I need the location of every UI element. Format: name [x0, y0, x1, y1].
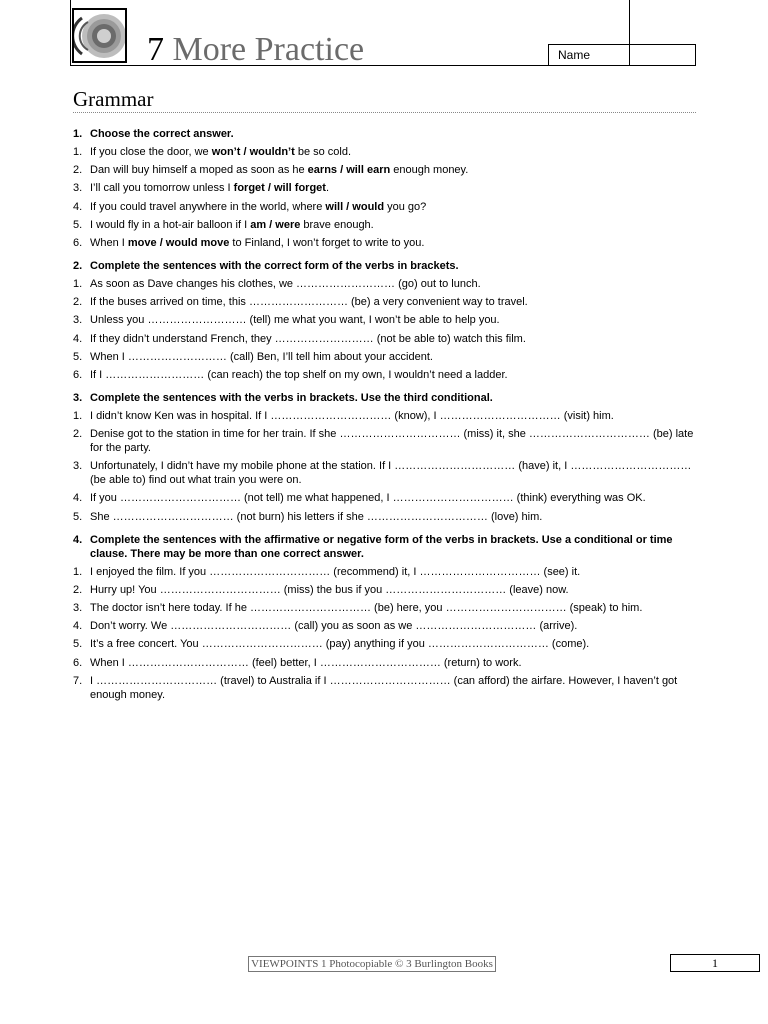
exercise-item: [73, 583, 696, 597]
answer-choice[interactable]: move / would move: [127, 236, 230, 249]
item-number: 2.: [73, 296, 83, 309]
item-text: Hurry up! You …………………………… (miss) the bus if you …………………………… (leave) now.: [90, 583, 569, 596]
item-text: If you could travel anywhere in the world, where will / would you go?: [90, 200, 427, 213]
item-text: The doctor isn’t here today. If he …………………………… (be) here, you …………………………… (speak) to him.: [90, 602, 643, 614]
item-number: 6.: [73, 368, 83, 381]
exercise-item: [73, 332, 696, 346]
item-number: 6.: [73, 656, 83, 669]
item-number: 4.: [73, 492, 83, 505]
item-text: I would fly in a hot-air balloon if I am / were brave enough.: [90, 218, 374, 231]
item-text: She …………………………… (not burn) his letters if she …………………………… (love) him.: [90, 510, 543, 523]
item-number: 3.: [73, 314, 83, 327]
item-number: 4.: [73, 200, 83, 213]
item-text: Unless you ……………………… (tell) me what you want, I won’t be able to help you.: [90, 314, 500, 327]
unit-number: 7: [147, 31, 164, 68]
item-text: I didn’t know Ken was in hospital. If I …………………………… (know), I …………………………… (visit) him.: [90, 409, 614, 422]
exercise-item: [73, 218, 696, 232]
exercise-instruction: [73, 127, 696, 141]
section-divider: [73, 112, 696, 113]
item-text: Don’t worry. We …………………………… (call) you as soon as we …………………………… (arrive).: [90, 620, 578, 633]
item-text: Unfortunately, I didn’t have my mobile phone at the station. If I …………………………… (have) it, I …………………………… (be able to) find out what train you were on.: [90, 460, 695, 487]
exercise-1: [73, 127, 696, 250]
item-number: 3.: [73, 460, 83, 473]
exercise-4: [73, 533, 696, 702]
exercise-item: [73, 619, 696, 633]
item-number: 4.: [73, 332, 83, 345]
instruction-text: Complete the sentences with the correct form of the verbs in brackets.: [90, 259, 459, 272]
name-label: Name: [558, 48, 591, 62]
item-number: 2.: [73, 428, 83, 441]
item-number: 5.: [73, 218, 83, 231]
answer-choice[interactable]: will / would: [325, 200, 385, 213]
page-title: [147, 30, 364, 70]
exercise-instruction: [73, 391, 696, 405]
item-text: Dan will buy himself a moped as soon as he earns / will earn enough money.: [90, 164, 469, 177]
answer-choice[interactable]: won’t / wouldn’t: [211, 146, 295, 158]
unit-title-text: More Practice: [172, 31, 365, 68]
item-number: 2.: [73, 164, 83, 177]
exercise-item: [73, 601, 696, 615]
exercise-number: 2.: [73, 259, 83, 272]
exercise-list: [73, 127, 696, 711]
item-number: 3.: [73, 182, 83, 195]
exercise-item: [73, 350, 696, 364]
item-text: I …………………………… (travel) to Australia if I …………………………… (can afford) the airfare. However, I haven’t got enough money.: [90, 674, 681, 701]
exercise-instruction: [73, 533, 696, 561]
exercise-item: [73, 427, 696, 455]
exercise-item: [73, 510, 696, 524]
name-field[interactable]: [548, 44, 696, 66]
exercise-item: [73, 656, 696, 670]
item-number: 5.: [73, 350, 83, 363]
exercise-item: [73, 295, 696, 309]
page-number: 1: [670, 954, 760, 972]
exercise-item: [73, 200, 696, 214]
item-text: When I move / would move to Finland, I won’t forget to write to you.: [90, 236, 425, 249]
exercise-number: 4.: [73, 533, 83, 546]
item-text: I enjoyed the film. If you …………………………… (recommend) it, I …………………………… (see) it.: [90, 565, 581, 578]
camera-lens-logo-icon: [72, 8, 127, 63]
item-text: As soon as Dave changes his clothes, we ……………………… (go) out to lunch.: [90, 277, 481, 290]
item-number: 5.: [73, 638, 83, 651]
item-text: When I …………………………… (feel) better, I …………………………… (return) to work.: [90, 656, 522, 669]
exercise-item: [73, 163, 696, 177]
item-number: 1.: [73, 409, 83, 422]
exercise-item: [73, 637, 696, 651]
exercise-item: [73, 181, 696, 195]
item-text: If the buses arrived on time, this ……………………… (be) a very convenient way to travel.: [90, 296, 528, 309]
exercise-item: [73, 313, 696, 327]
item-number: 5.: [73, 510, 83, 523]
item-text: Denise got to the station in time for her train. If she …………………………… (miss) it, she …………………………… (be) late for the party.: [90, 428, 697, 455]
exercise-item: [73, 565, 696, 579]
answer-choice[interactable]: forget / will forget: [233, 182, 326, 195]
exercise-item: [73, 491, 696, 505]
exercise-instruction: [73, 259, 696, 273]
exercise-item: [73, 145, 696, 159]
item-number: 4.: [73, 620, 83, 633]
instruction-text: Complete the sentences with the affirmative or negative form of the verbs in brackets. Use a conditional or time clause. There may be more than one correct answer.: [90, 533, 673, 560]
exercise-item: [73, 409, 696, 423]
exercise-number: 1.: [73, 128, 83, 140]
item-number: 1.: [73, 146, 83, 158]
item-text: If you close the door, we won’t / wouldn’t be so cold.: [90, 146, 352, 158]
exercise-number: 3.: [73, 391, 83, 404]
item-number: 6.: [73, 236, 83, 249]
exercise-item: [73, 459, 696, 487]
exercise-item: [73, 236, 696, 250]
publisher-footer: VIEWPOINTS 1 Photocopiable © 3 Burlington Books: [248, 956, 496, 972]
exercise-3: [73, 391, 696, 524]
item-text: If I ……………………… (can reach) the top shelf on my own, I wouldn’t need a ladder.: [90, 368, 508, 381]
item-text: If you …………………………… (not tell) me what happened, I …………………………… (think) everything was OK.: [90, 492, 646, 505]
exercise-item: [73, 277, 696, 291]
item-text: If they didn’t understand French, they ……………………… (not be able to) watch this film.: [90, 332, 526, 345]
item-number: 1.: [73, 277, 83, 290]
exercise-item: [73, 368, 696, 382]
answer-choice[interactable]: am / were: [250, 218, 301, 231]
answer-choice[interactable]: earns / will earn: [307, 164, 391, 177]
item-text: It’s a free concert. You …………………………… (pay) anything if you …………………………… (come).: [90, 638, 590, 651]
exercise-item: [73, 674, 696, 702]
instruction-text: Choose the correct answer.: [90, 128, 234, 140]
exercise-2: [73, 259, 696, 382]
item-text: I’ll call you tomorrow unless I forget / will forget.: [90, 182, 330, 195]
item-number: 7.: [73, 674, 83, 687]
item-text: When I ……………………… (call) Ben, I’ll tell him about your accident.: [90, 350, 433, 363]
section-title: Grammar: [73, 87, 154, 111]
instruction-text: Complete the sentences with the verbs in brackets. Use the third conditional.: [90, 391, 493, 404]
item-number: 3.: [73, 602, 83, 614]
item-number: 1.: [73, 565, 83, 578]
item-number: 2.: [73, 583, 83, 596]
